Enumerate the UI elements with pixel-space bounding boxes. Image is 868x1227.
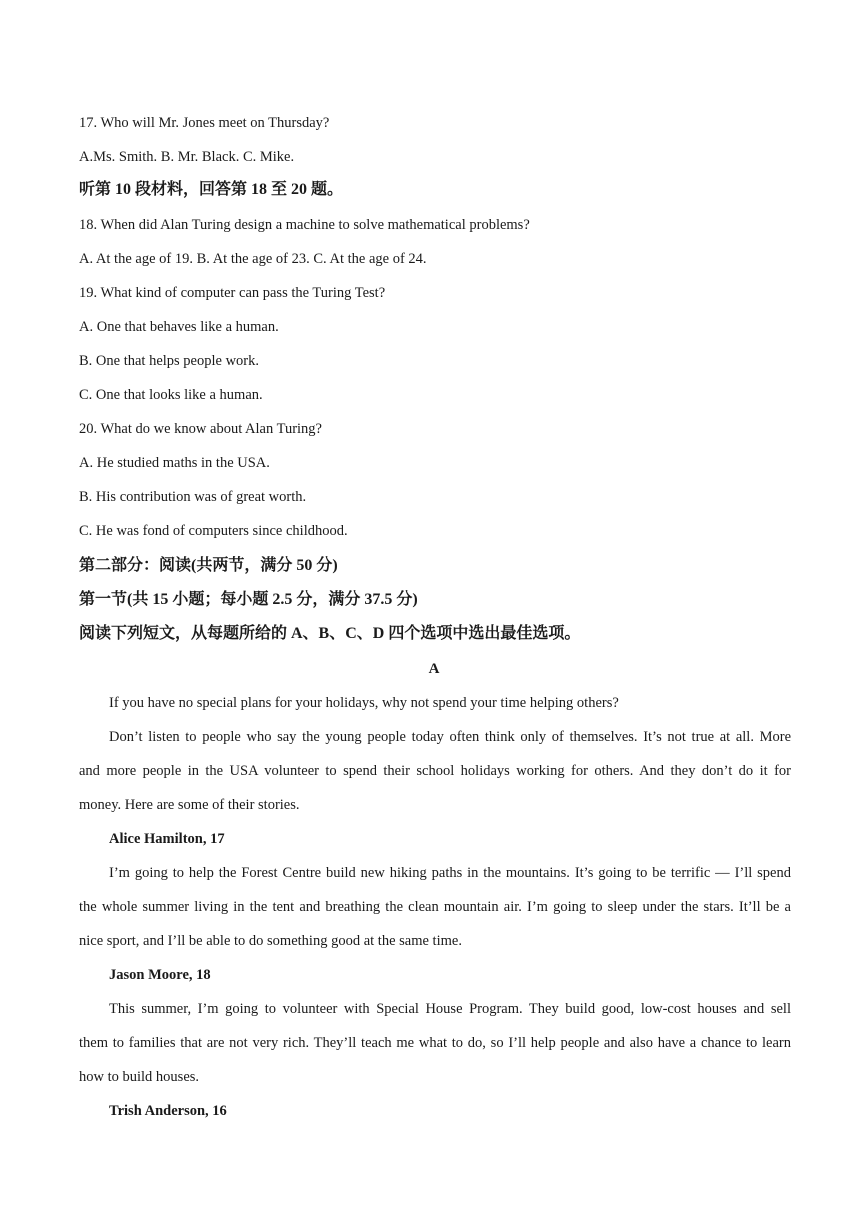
passage-paragraph-4-line-3: how to build houses. [79, 1069, 200, 1085]
passage-paragraph-1: If you have no special plans for your holidays, why not spend your time helping others? [109, 695, 619, 711]
passage-paragraph-2-line-2: and more people in the USA volunteer to spend their school holidays working for others. And they don’t do it for [79, 763, 791, 779]
passage-paragraph-4-line-1: This summer, I’m going to volunteer with Special House Program. They build good, low-cost houses and sell [109, 1001, 791, 1017]
question-20: 20. What do we know about Alan Turing? [79, 421, 322, 437]
question-19-option-a: A. One that behaves like a human. [79, 319, 279, 335]
reading-instructions: 阅读下列短文，从每题所给的 A、B、C、D 四个选项中选出最佳选项。 [79, 625, 581, 642]
author-trish-anderson: Trish Anderson, 16 [109, 1103, 227, 1119]
part-2-heading: 第二部分：阅读(共两节，满分 50 分) [79, 557, 338, 574]
question-19-option-c: C. One that looks like a human. [79, 387, 263, 403]
question-17: 17. Who will Mr. Jones meet on Thursday? [79, 115, 330, 131]
passage-paragraph-3-line-3: nice sport, and I’ll be able to do something good at the same time. [79, 933, 462, 949]
section-1-heading: 第一节(共 15 小题；每小题 2.5 分，满分 37.5 分) [79, 591, 418, 608]
question-19-option-b: B. One that helps people work. [79, 353, 260, 369]
author-alice-hamilton: Alice Hamilton, 17 [109, 831, 225, 847]
passage-paragraph-2-line-3: money. Here are some of their stories. [79, 797, 300, 813]
passage-paragraph-3-line-1: I’m going to help the Forest Centre build new hiking paths in the mountains. It’s going to be terrific — I’ll spend [109, 865, 791, 881]
question-18-options: A. At the age of 19. B. At the age of 23. C. At the age of 24. [79, 251, 427, 267]
question-18: 18. When did Alan Turing design a machine to solve mathematical problems? [79, 217, 530, 233]
question-20-option-a: A. He studied maths in the USA. [79, 455, 270, 471]
question-20-option-c: C. He was fond of computers since childhood. [79, 523, 348, 539]
passage-label: A [428, 661, 440, 677]
passage-paragraph-2-line-1: Don’t listen to people who say the young people today often think only of themselves. It’s not true at all. More [109, 729, 791, 745]
passage-paragraph-4-line-2: them to families that are not very rich. They’ll teach me what to do, so I’ll help people and also have a chance to learn [79, 1035, 791, 1051]
question-17-options: A.Ms. Smith. B. Mr. Black. C. Mike. [79, 149, 295, 165]
author-jason-moore: Jason Moore, 18 [109, 967, 211, 983]
passage-paragraph-3-line-2: the whole summer living in the tent and breathing the clean mountain air. I’m going to sleep under the stars. It’ll be a [79, 899, 791, 915]
section-heading-material-10: 听第 10 段材料，回答第 18 至 20 题。 [79, 181, 344, 198]
question-20-option-b: B. His contribution was of great worth. [79, 489, 307, 505]
question-19: 19. What kind of computer can pass the Turing Test? [79, 285, 386, 301]
